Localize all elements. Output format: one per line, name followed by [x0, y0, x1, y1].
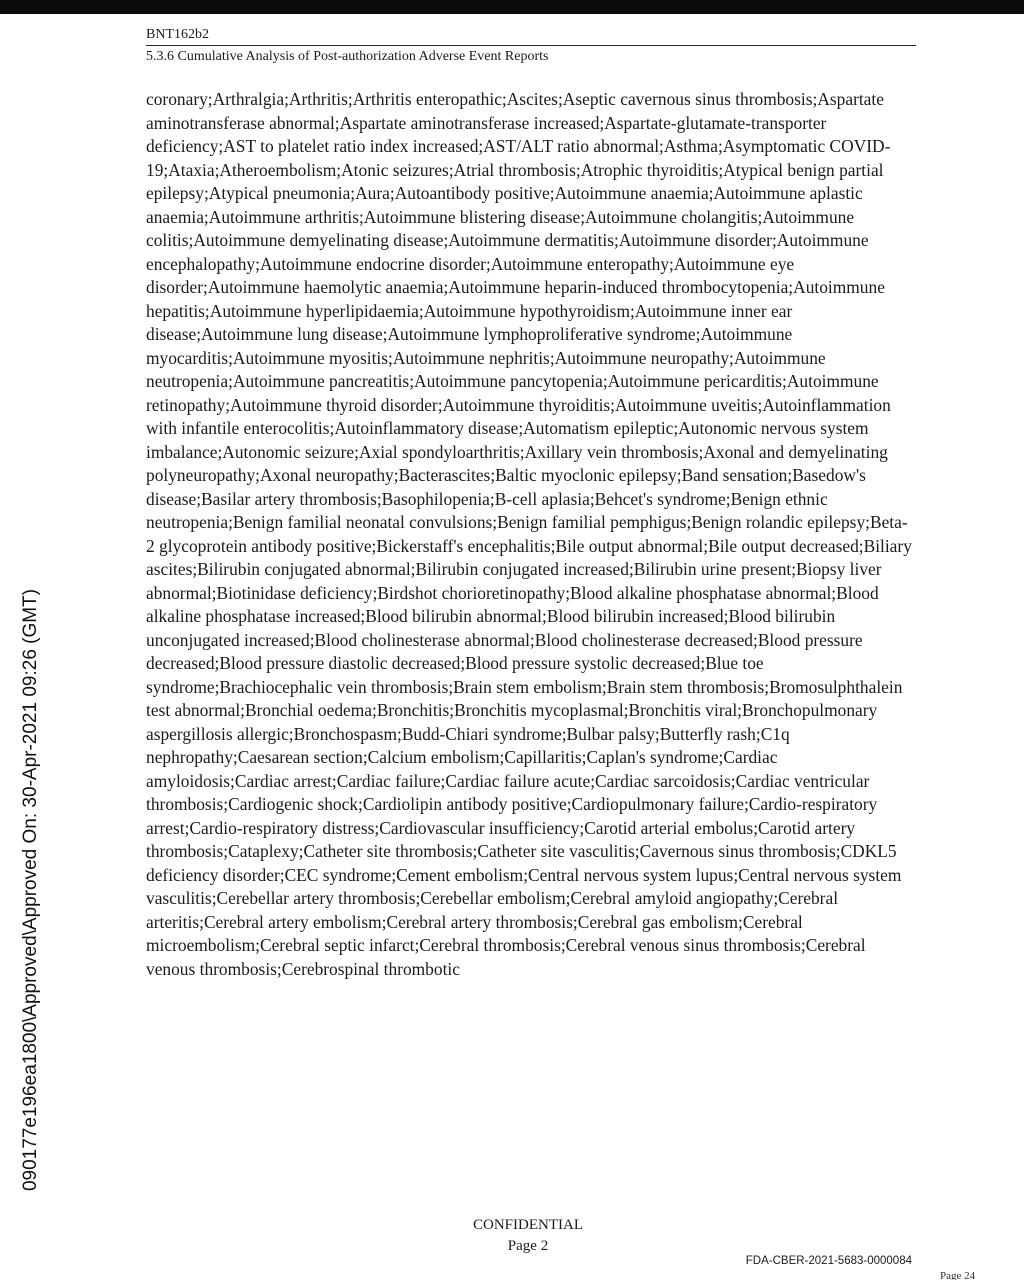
- adverse-event-list: [146, 88, 916, 981]
- bates-number: FDA-CBER-2021-5683-0000084: [745, 1255, 912, 1267]
- section-title: 5.3.6 Cumulative Analysis of Post-authorization Adverse Event Reports: [146, 49, 549, 64]
- page-number: Page 2: [507, 1238, 549, 1254]
- header-rule: [146, 45, 916, 46]
- adverse-event-paragraph: coronary;Arthralgia;Arthritis;Arthritis enteropathic;Ascites;Aseptic cavernous sinus thrombosis;Aspartate aminotransferase abnormal;Aspartate aminotransferase increased;Aspartate-glutamate-transporter deficiency;AST to platelet ratio index increased;AST/ALT ratio abnormal;Asthma;Asymptomatic COVID-19;Ataxia;Atheroembolism;Atonic seizures;Atrial thrombosis;Atrophic thyroiditis;Atypical benign partial epilepsy;Atypical pneumonia;Aura;Autoantibody positive;Autoimmune anaemia;Autoimmune aplastic anaemia;Autoimmune arthritis;Autoimmune blistering disease;Autoimmune cholangitis;Autoimmune colitis;Autoimmune demyelinating disease;Autoimmune dermatitis;Autoimmune disorder;Autoimmune encephalopathy;Autoimmune endocrine disorder;Autoimmune enteropathy;Autoimmune eye disorder;Autoimmune haemolytic anaemia;Autoimmune heparin-induced thrombocytopenia;Autoimmune hepatitis;Autoimmune hyperlipidaemia;Autoimmune hypothyroidism;Autoimmune inner ear disease;Autoimmune lung disease;Autoimmune lymphoproliferative syndrome;Autoimmune myocarditis;Autoimmune myositis;Autoimmune nephritis;Autoimmune neuropathy;Autoimmune neutropenia;Autoimmune pancreatitis;Autoimmune pancytopenia;Autoimmune pericarditis;Autoimmune retinopathy;Autoimmune thyroid disorder;Autoimmune thyroiditis;Autoimmune uveitis;Autoinflammation with infantile enterocolitis;Autoinflammatory disease;Automatism epileptic;Autonomic nervous system imbalance;Autonomic seizure;Axial spondyloarthritis;Axillary vein thrombosis;Axonal and demyelinating polyneuropathy;Axonal neuropathy;Bacterascites;Baltic myoclonic epilepsy;Band sensation;Basedow's disease;Basilar artery thrombosis;Basophilopenia;B-cell aplasia;Behcet's syndrome;Benign ethnic neutropenia;Benign familial neonatal convulsions;Benign familial pemphigus;Benign rolandic epilepsy;Beta-2 glycoprotein antibody positive;Bickerstaff's encephalitis;Bile output abnormal;Bile output decreased;Biliary ascites;Bilirubin conjugated abnormal;Bilirubin conjugated increased;Bilirubin urine present;Biopsy liver abnormal;Biotinidase deficiency;Birdshot chorioretinopathy;Blood alkaline phosphatase abnormal;Blood alkaline phosphatase increased;Blood bilirubin abnormal;Blood bilirubin increased;Blood bilirubin unconjugated increased;Blood cholinesterase abnormal;Blood cholinesterase decreased;Blood pressure decreased;Blood pressure diastolic decreased;Blood pressure systolic decreased;Blue toe syndrome;Brachiocephalic vein thrombosis;Brain stem embolism;Brain stem thrombosis;Bromosulphthalein test abnormal;Bronchial oedema;Bronchitis;Bronchitis mycoplasmal;Bronchitis viral;Bronchopulmonary aspergillosis allergic;Bronchospasm;Budd-Chiari syndrome;Bulbar palsy;Butterfly rash;C1q nephropathy;Caesarean section;Calcium embolism;Capillaritis;Caplan's syndrome;Cardiac amyloidosis;Cardiac arrest;Cardiac failure;Cardiac failure acute;Cardiac sarcoidosis;Cardiac ventricular thrombosis;Cardiogenic shock;Cardiolipin antibody positive;Cardiopulmonary failure;Cardio-respiratory arrest;Cardio-respiratory distress;Cardiovascular insufficiency;Carotid arterial embolus;Carotid artery thrombosis;Cataplexy;Catheter site thrombosis;Catheter site vasculitis;Cavernous sinus thrombosis;CDKL5 deficiency disorder;CEC syndrome;Cement embolism;Central nervous system lupus;Central nervous system vasculitis;Cerebellar artery thrombosis;Cerebellar embolism;Cerebral amyloid angiopathy;Cerebral arteritis;Cerebral artery embolism;Cerebral artery thrombosis;Cerebral gas embolism;Cerebral microembolism;Cerebral septic infarct;Cerebral thrombosis;Cerebral venous sinus thrombosis;Cerebral venous thrombosis;Cerebrospinal thrombotic: [146, 89, 912, 979]
- page-header: [146, 26, 916, 66]
- document-id: BNT162b2: [146, 27, 209, 42]
- confidential-label: CONFIDENTIAL: [473, 1217, 583, 1233]
- approval-stamp: 090177e196ea1800\Approved\Approved On: 30-Apr-2021 09:26 (GMT): [20, 588, 41, 1192]
- scan-top-edge: [0, 0, 1024, 14]
- corner-page-label: Page 24: [940, 1270, 976, 1280]
